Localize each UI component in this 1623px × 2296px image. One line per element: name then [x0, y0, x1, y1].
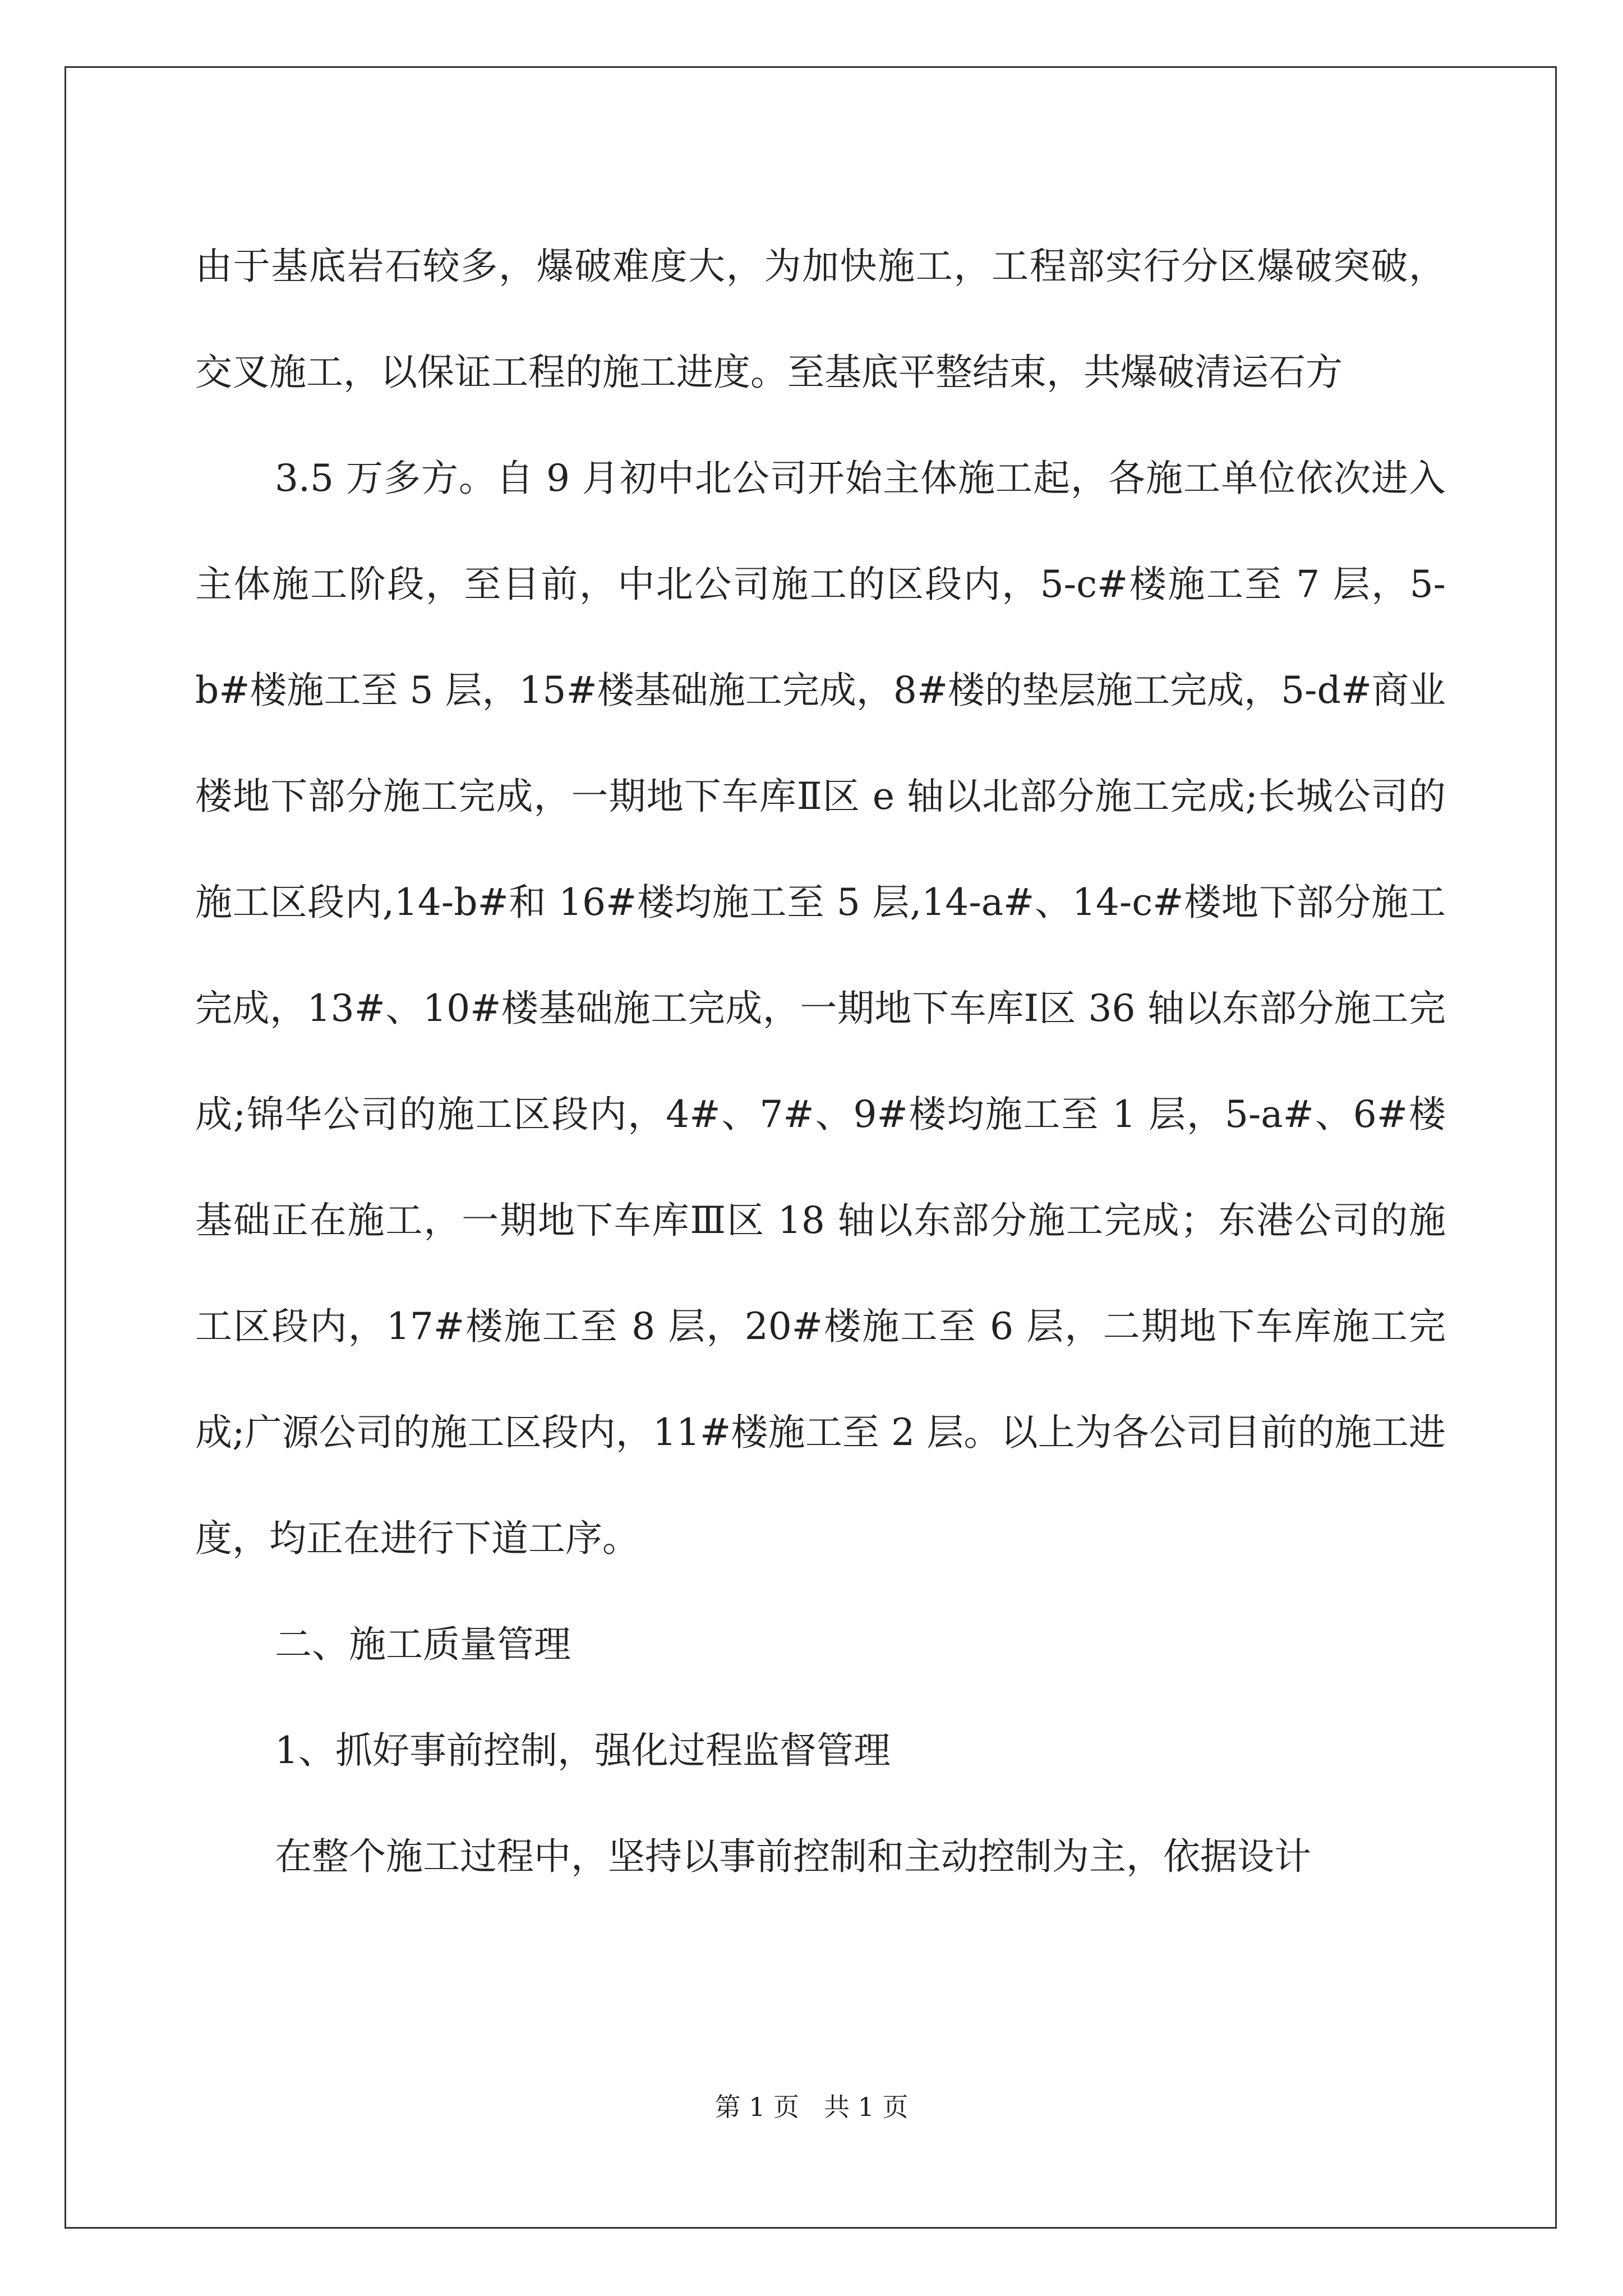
document-body	[195, 213, 1446, 1910]
paragraph-blasting: 由于基底岩石较多，爆破难度大，为加快施工，工程部实行分区爆破突破，交叉施工，以保证工程的施工进度。至基底平整结束，共爆破清运石方	[195, 245, 1446, 394]
page-footer	[0, 2087, 1623, 2124]
page-number: 第 1 页	[714, 2092, 800, 2122]
page-total: 共 1 页	[823, 2092, 909, 2122]
section-heading-quality: 二、施工质量管理	[275, 1623, 571, 1666]
paragraph-design: 在整个施工过程中，坚持以事前控制和主动控制为主，依据设计	[275, 1835, 1311, 1878]
paragraph-progress: 3.5 万多方。自 9 月初中北公司开始主体施工起，各施工单位依次进入主体施工阶段，至目前，中北公司施工的区段内，5-c#楼施工至 7 层，5-b#楼施工至 5 层，15#楼基础施工完成，8#楼的垫层施工完成，5-d#商业楼地下部分施工完成，一期地下车库Ⅱ区 e 轴以北部分施工完成;长城公司的施工区段内,14-b#和 16#楼均施工至 5 层,14-a#、14-c#楼地下部分施工完成，13#、10#楼基础施工完成，一期地下车库Ⅰ区 36 轴以东部分施工完成;锦华公司的施工区段内，4#、7#、9#楼均施工至 1 层，5-a#、6#楼基础正在施工，一期地下车库Ⅲ区 18 轴以东部分施工完成；东港公司的施工区段内，17#楼施工至 8 层，20#楼施工至 6 层，二期地下车库施工完成;广源公司的施工区段内，11#楼施工至 2 层。以上为各公司目前的施工进度，均正在进行下道工序。	[195, 457, 1446, 1560]
subheading-control: 1、抓好事前控制，强化过程监督管理	[275, 1729, 891, 1772]
